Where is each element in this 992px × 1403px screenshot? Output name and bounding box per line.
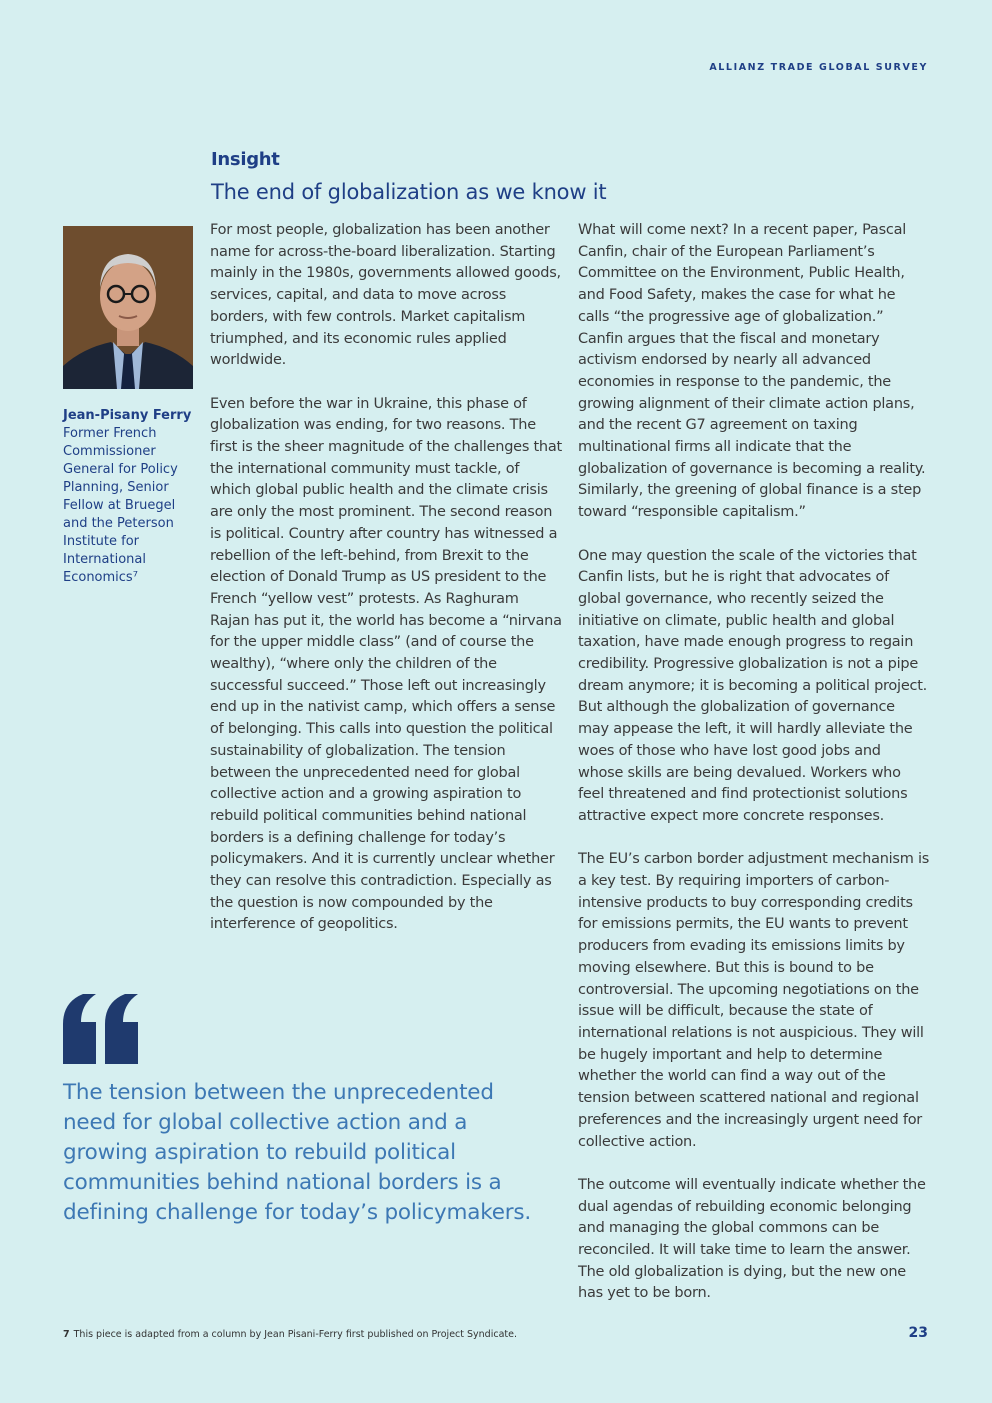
footnote-text: This piece is adapted from a column by Jean Pisani-Ferry first published on Project Syndicate. <box>73 1329 517 1340</box>
footnote <box>63 1329 517 1340</box>
footnote-number: 7 <box>63 1329 70 1340</box>
quote-mark-icon <box>63 994 139 1064</box>
article-kicker: Insight <box>211 149 280 170</box>
article-title: The end of globalization as we know it <box>211 180 607 204</box>
author-role: Former French Commissioner General for Policy Planning, Senior Fellow at Bruegel and the Peterson Institute for International Economics⁷ <box>63 426 178 585</box>
article-column-right <box>578 220 930 1327</box>
author-portrait <box>63 226 193 389</box>
pull-quote: The tension between the unprecedented need for global collective action and a growing aspiration to rebuild political communities behind national borders is a defining challenge for today’s policymakers. <box>63 1080 532 1225</box>
paragraph: One may question the scale of the victories that Canfin lists, but he is right that advocates of global governance, who recently seized the initiative on climate, public health and global taxation, have made enough progress to regain credibility. Progressive globalization is not a pipe dream anymore; it is becoming a political project. But although the globalization of governance may appease the left, it will hardly alleviate the woes of those who have lost good jobs and whose skills are being devalued. Workers who feel threatened and find protectionist solutions attractive expect more concrete responses. <box>578 547 928 824</box>
article-column-left <box>210 220 562 958</box>
author-name: Jean-Pisany Ferry <box>63 408 192 423</box>
paragraph: What will come next? In a recent paper, Pascal Canfin, chair of the European Parliament’s Committee on the Environment, Public Health, and Food Safety, makes the case for what he calls “the progressive age of globalization.” Canfin argues that the fiscal and monetary activism endorsed by nearly all advanced economies in response to the pandemic, the growing alignment of their climate action plans, and the recent G7 agreement on taxing multinational firms all indicate that the globalization of governance is becoming a reality. Similarly, the greening of global finance is a step toward “responsible capitalism.” <box>578 222 926 521</box>
page-number: 23 <box>908 1325 928 1341</box>
survey-header: ALLIANZ TRADE GLOBAL SURVEY <box>709 62 928 73</box>
author-caption <box>63 407 198 587</box>
paragraph: The EU’s carbon border adjustment mechanism is a key test. By requiring importers of carbon-intensive products to buy corresponding credits for emissions permits, the EU wants to prevent producers from evading its emissions limits by moving elsewhere. But this is bound to be controversial. The upcoming negotiations on the issue will be difficult, because the state of international relations is not auspicious. They will be hugely important and help to determine whether the world can find a way out of the tension between scattered national and regional preferences and the increasingly urgent need for collective action. <box>578 851 930 1150</box>
paragraph: For most people, globalization has been another name for across-the-board liberalization. Starting mainly in the 1980s, governments allowed goods, services, capital, and data to move across borders, with few controls. Market capitalism triumphed, and its economic rules applied worldwide. <box>210 222 561 369</box>
paragraph: The outcome will eventually indicate whether the dual agendas of rebuilding economic belonging and managing the global commons can be reconciled. It will take time to learn the answer. The old globalization is dying, but the new one has yet to be born. <box>578 1176 926 1302</box>
paragraph: Even before the war in Ukraine, this phase of globalization was ending, for two reasons. The first is the sheer magnitude of the challenges that the international community must tackle, of which global public health and the climate crisis are only the most prominent. The second reason is political. Country after country has witnessed a rebellion of the left-behind, from Brexit to the election of Donald Trump as US president to the French “yellow vest” protests. As Raghuram Rajan has put it, the world has become a “nirvana for the upper middle class” (and of course the wealthy), “where only the children of the successful succeed.” Those left out increasingly end up in the nativist camp, which offers a sense of belonging. This calls into question the political sustainability of globalization. The tension between the unprecedented need for global collective action and a growing aspiration to rebuild political communities behind national borders is a defining challenge for today’s policymakers. And it is currently unclear whether they can resolve this contradiction. Especially as the question is now compounded by the interference of geopolitics. <box>210 395 562 933</box>
